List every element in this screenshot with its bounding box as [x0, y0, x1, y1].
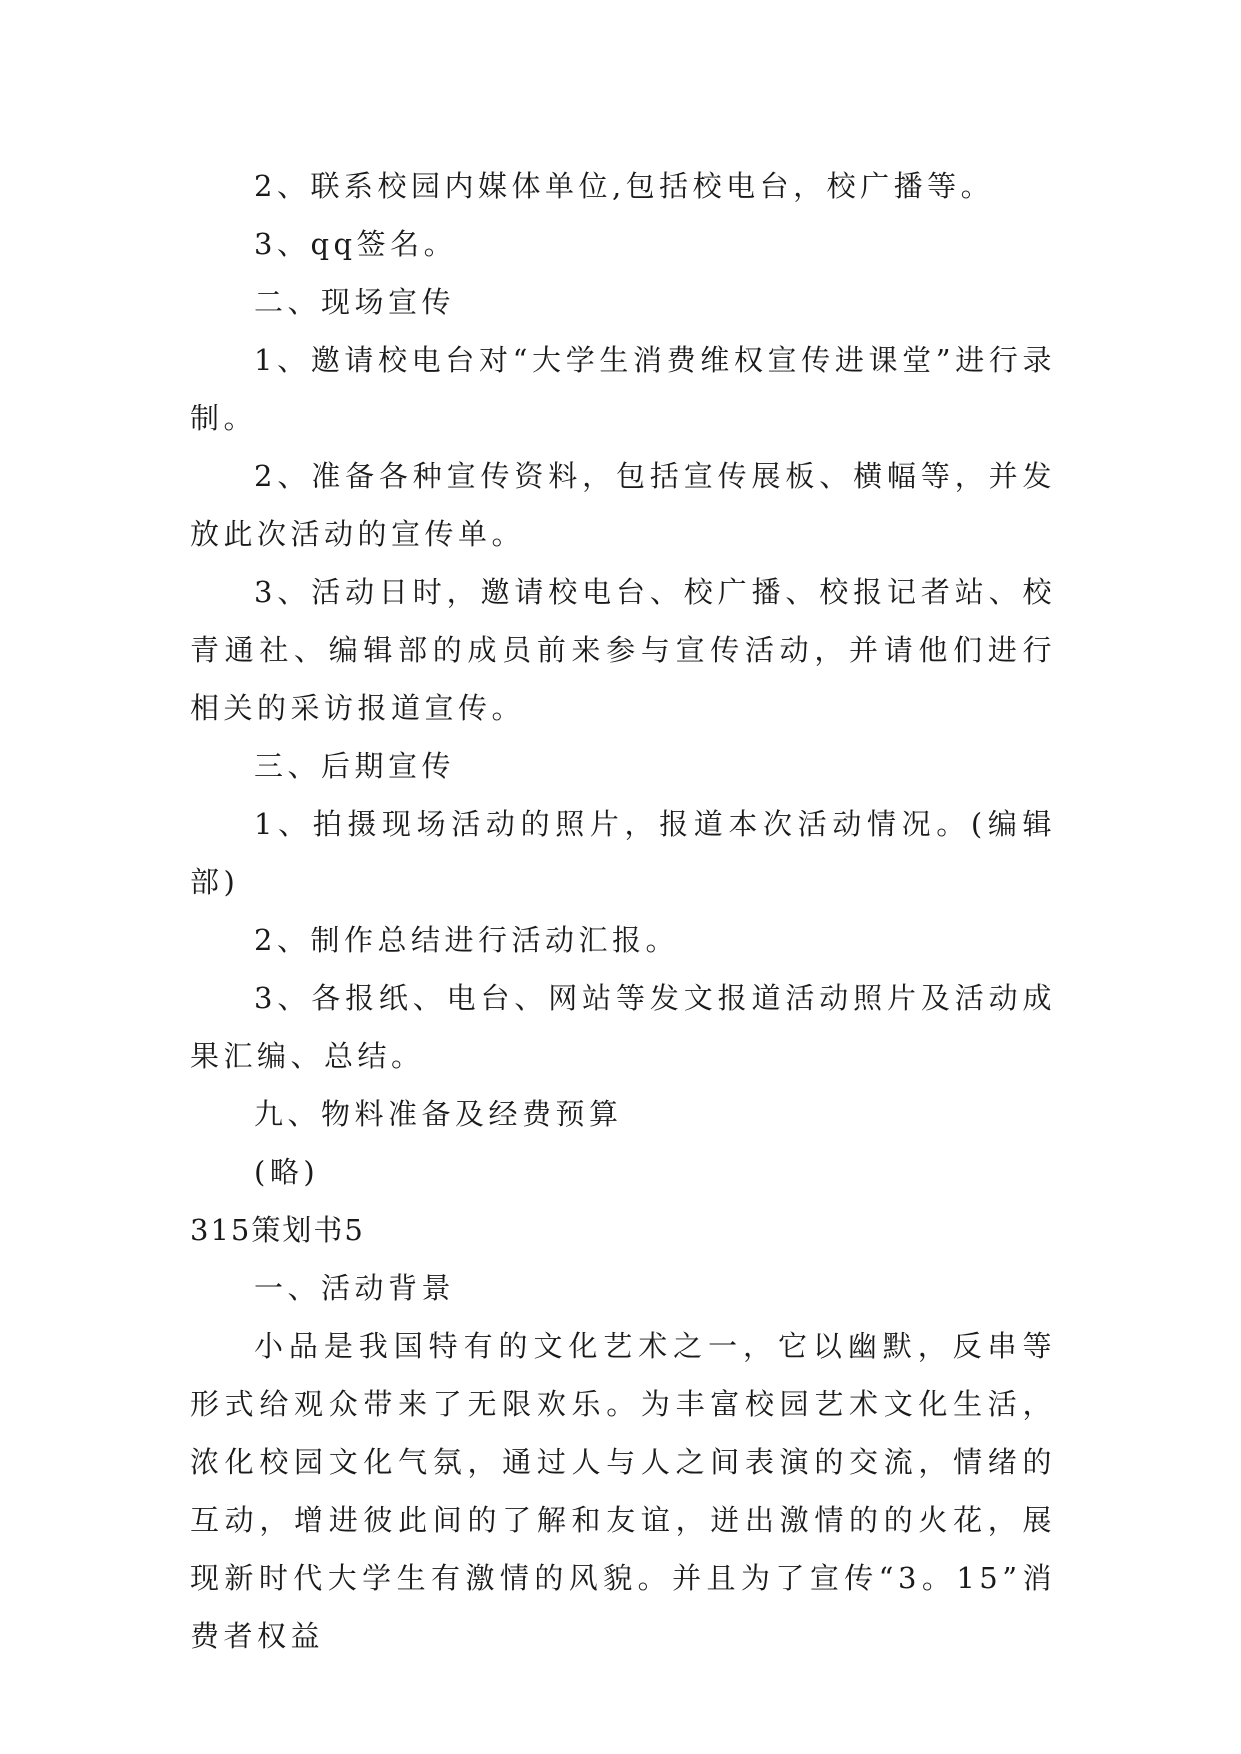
paragraph: 3、活动日时，邀请校电台、校广播、校报记者站、校青通社、编辑部的成员前来参与宣传活动，并请他们进行相关的采访报道宣传。 [190, 575, 1056, 725]
paragraph: 1、拍摄现场活动的照片，报道本次活动情况。(编辑部) [190, 807, 1056, 899]
document-title: 315策划书5 [190, 1213, 365, 1247]
paragraph: 1、邀请校电台对“大学生消费维权宣传进课堂”进行录制。 [190, 343, 1056, 435]
paragraph: 2、准备各种宣传资料，包括宣传展板、横幅等，并发放此次活动的宣传单。 [190, 459, 1056, 551]
paragraph: 2、制作总结进行活动汇报。 [254, 923, 679, 957]
paragraph: 小品是我国特有的文化艺术之一，它以幽默，反串等形式给观众带来了无限欢乐。为丰富校园艺术文化生活，浓化校园文化气氛，通过人与人之间表演的交流，情绪的互动，增进彼此间的了解和友谊，迸出激情的的火花，展现新时代大学生有激情的风貌。并且为了宣传“3。15”消费者权益 [190, 1329, 1056, 1653]
paragraph: 3、各报纸、电台、网站等发文报道活动照片及活动成果汇编、总结。 [190, 981, 1056, 1073]
paragraph: 3、qq签名。 [254, 227, 458, 261]
section-heading: 二、现场宣传 [254, 285, 456, 319]
section-heading: 一、活动背景 [254, 1271, 456, 1305]
section-heading: 三、后期宣传 [254, 749, 456, 783]
paragraph: 2、联系校园内媒体单位,包括校电台，校广播等。 [254, 169, 995, 203]
document-body [190, 157, 1056, 1665]
paragraph: (略) [254, 1155, 320, 1189]
section-heading: 九、物料准备及经费预算 [254, 1097, 623, 1131]
